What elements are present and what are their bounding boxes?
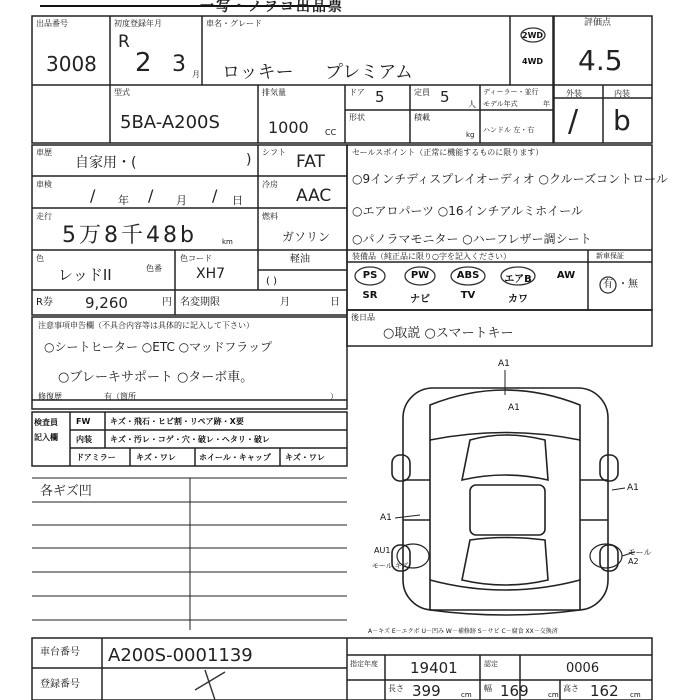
exterior-value: / bbox=[568, 104, 579, 139]
mileage-label: 走行 bbox=[36, 212, 52, 221]
dealer-label: ディーラー・並行 bbox=[483, 88, 539, 96]
diesel-label: 軽油 bbox=[290, 254, 310, 265]
inspector-wheel: ホイール・キャップ bbox=[199, 453, 271, 462]
sales-label: セールスポイント（正常に機能するものに限ります） bbox=[352, 148, 544, 157]
vin-label: 車台番号 bbox=[40, 647, 80, 658]
score-label: 評価点 bbox=[584, 18, 612, 28]
sales-line-3: ○パノラマモニター ○ハーフレザー調シート bbox=[352, 232, 592, 246]
warranty-no: ・無 bbox=[618, 279, 638, 290]
recycle-label: R券 bbox=[36, 297, 53, 308]
inspection-year: / bbox=[90, 186, 96, 205]
load-label: 積載 bbox=[414, 113, 430, 122]
name-change-month: 月 bbox=[280, 297, 290, 308]
mark-left-rear: AU1 bbox=[374, 546, 391, 555]
history-label: 車歴 bbox=[36, 148, 52, 157]
name-grade-label: 車名・グレード bbox=[206, 19, 262, 28]
recycle-unit: 円 bbox=[162, 297, 172, 308]
equip-aw: AW bbox=[556, 270, 576, 281]
capacity-unit: 人 bbox=[468, 100, 476, 109]
month-value: 3 bbox=[172, 52, 186, 77]
exterior-label: 外装 bbox=[566, 89, 582, 98]
equip-label: 装備品（純正品に限り○字を記入ください） bbox=[352, 252, 511, 261]
inspector-reg-value: 19401 bbox=[410, 659, 458, 677]
repair-close: ） bbox=[330, 392, 338, 401]
inspector-fw: FW bbox=[76, 417, 91, 426]
doors-label: ドア bbox=[349, 88, 365, 97]
lot-label: 出品番号 bbox=[36, 19, 68, 28]
capacity-label: 定員 bbox=[414, 88, 430, 97]
model-value: 5BA-A200S bbox=[120, 112, 220, 133]
height-value: 162 bbox=[590, 682, 619, 700]
displacement-unit: CC bbox=[325, 128, 337, 137]
car-grade: プレミアム bbox=[325, 62, 414, 83]
inspection-day: / bbox=[212, 186, 218, 205]
displacement-label: 排気量 bbox=[262, 88, 286, 97]
model-year-unit: 年 bbox=[543, 100, 550, 108]
equip-tv: TV bbox=[460, 290, 476, 301]
model-year-label: モデル年式 bbox=[483, 100, 518, 108]
inspector-label-1: 検査員 bbox=[34, 418, 58, 427]
height-unit: cm bbox=[630, 691, 641, 699]
first-reg-label: 初度登録年月 bbox=[114, 19, 162, 28]
equip-navi: ナビ bbox=[410, 294, 430, 305]
interior-value: b bbox=[613, 104, 631, 137]
height-label: 高さ bbox=[563, 684, 579, 693]
inspection-month-unit: 月 bbox=[176, 194, 187, 207]
width-unit: cm bbox=[548, 691, 559, 699]
displacement-value: 1000 bbox=[268, 118, 309, 137]
mark-left-side: A1 bbox=[380, 513, 392, 523]
notes-label: 注意事項申告欄（不具合内容等は具体的に記入して下さい） bbox=[38, 321, 254, 330]
inspection-day-unit: 日 bbox=[232, 194, 243, 207]
inspector-wheel-options: キズ・ワレ bbox=[285, 453, 325, 462]
equip-airbag: エアB bbox=[504, 274, 532, 285]
mileage-unit: km bbox=[222, 238, 233, 246]
year-value: 2 bbox=[135, 48, 152, 78]
mark-hood: A1 bbox=[508, 403, 520, 413]
equip-abs: ABS bbox=[456, 270, 480, 281]
ac-value: AAC bbox=[296, 186, 332, 206]
drive-4wd: 4WD bbox=[522, 57, 544, 66]
inspection-month: / bbox=[148, 186, 154, 205]
name-change-label: 名変期限 bbox=[180, 297, 220, 308]
mark-right-moulding: モール A2 bbox=[628, 548, 652, 566]
doors-value: 5 bbox=[375, 88, 385, 106]
history-close: ) bbox=[246, 152, 252, 168]
length-label: 長さ bbox=[388, 684, 404, 693]
color-no-label: 色番 bbox=[146, 264, 162, 273]
mark-front: A1 bbox=[498, 359, 510, 369]
shift-label: シフト bbox=[262, 148, 286, 157]
ac-label: 冷房 bbox=[262, 180, 278, 189]
mark-right-side: A1 bbox=[627, 483, 639, 493]
registration-label: 登録番号 bbox=[40, 679, 80, 690]
width-label: 幅 bbox=[484, 684, 492, 693]
inspection-label: 車検 bbox=[36, 180, 52, 189]
mark-left-moulding: モール キズ bbox=[372, 562, 409, 570]
inspector-door-mirror: ドアミラー bbox=[76, 453, 116, 462]
score-value: 4.5 bbox=[578, 44, 623, 77]
name-change-day: 日 bbox=[330, 297, 340, 308]
drive-2wd: 2WD bbox=[522, 31, 544, 40]
capacity-value: 5 bbox=[440, 88, 450, 106]
color-value: レッドII bbox=[58, 266, 112, 284]
width-value: 169 bbox=[500, 682, 529, 700]
equip-leather: カワ bbox=[508, 294, 528, 305]
recycle-value: 9,260 bbox=[85, 294, 128, 312]
interior-label: 内装 bbox=[614, 89, 630, 98]
vin-value: A200S-0001139 bbox=[108, 645, 253, 666]
load-unit: kg bbox=[466, 131, 475, 139]
month-unit: 月 bbox=[192, 70, 200, 79]
new-car-label: 新車保証 bbox=[596, 252, 624, 260]
lot-value: 3008 bbox=[46, 52, 97, 76]
history-value: 自家用・( bbox=[75, 155, 137, 171]
warranty-yes: 有 bbox=[603, 279, 613, 290]
length-value: 399 bbox=[412, 682, 441, 700]
inspector-interior: 内装 bbox=[76, 435, 92, 444]
mileage-value: 5万8千48b bbox=[62, 223, 197, 248]
equip-pw: PW bbox=[410, 270, 430, 281]
inspection-year-unit: 年 bbox=[118, 194, 129, 207]
equip-ps: PS bbox=[362, 270, 378, 281]
notes-line-1: ○シートヒーター ○ETC ○マッドフラップ bbox=[44, 340, 273, 354]
color-code-label: 色コード bbox=[180, 254, 212, 263]
dealer-no-label: 認定 bbox=[484, 660, 498, 668]
diagram-legend: A－キズ E－エクボ U－凹み W－補修跡 S－サビ C－腐食 XX－交換済 bbox=[368, 628, 558, 635]
inspector-interior-options: キズ・汚レ・コゲ・穴・破レ・ヘタリ・破レ bbox=[110, 435, 270, 444]
aftermarket-value: ○取説 ○スマートキー bbox=[383, 326, 514, 341]
inspector-handwritten: 各ギズ凹 bbox=[40, 484, 92, 499]
car-name: ロッキー bbox=[222, 62, 294, 83]
inspector-fw-options: キズ・飛石・ヒビ割・リペア跡・X要 bbox=[110, 417, 244, 426]
notes-line-2: ○ブレーキサポート ○ターボ車。 bbox=[58, 370, 254, 385]
repair-label: 修復歴 bbox=[38, 392, 62, 401]
repair-value: 有（箇所 bbox=[104, 392, 136, 401]
fuel-label: 燃料 bbox=[262, 212, 278, 221]
length-unit: cm bbox=[461, 691, 472, 699]
inspector-reg-label: 指定年度 bbox=[350, 660, 378, 668]
inspector-label-2: 記入欄 bbox=[34, 433, 58, 442]
era-value: R bbox=[118, 32, 130, 52]
equip-sr: SR bbox=[362, 290, 378, 301]
model-label: 型式 bbox=[114, 88, 130, 97]
inspector-mirror-options: キズ・ワレ bbox=[136, 453, 176, 462]
sheet-title: 一写・ノヲコ出品票 bbox=[200, 0, 344, 15]
shift-value: FAT bbox=[296, 152, 325, 172]
sales-line-2: ○エアロパーツ ○16インチアルミホイール bbox=[352, 204, 583, 218]
handle-label: ハンドル 左・右 bbox=[483, 126, 535, 134]
aftermarket-label: 後日品 bbox=[351, 313, 375, 322]
shape-label: 形状 bbox=[349, 113, 365, 122]
diesel-value: ( ) bbox=[266, 276, 277, 287]
color-label: 色 bbox=[36, 254, 44, 263]
fuel-value: ガソリン bbox=[282, 230, 331, 244]
color-code-value: XH7 bbox=[196, 266, 226, 282]
sales-line-1: ○9インチディスプレイオーディオ ○クルーズコントロール bbox=[352, 172, 668, 186]
dealer-no-value: 0006 bbox=[566, 661, 600, 676]
